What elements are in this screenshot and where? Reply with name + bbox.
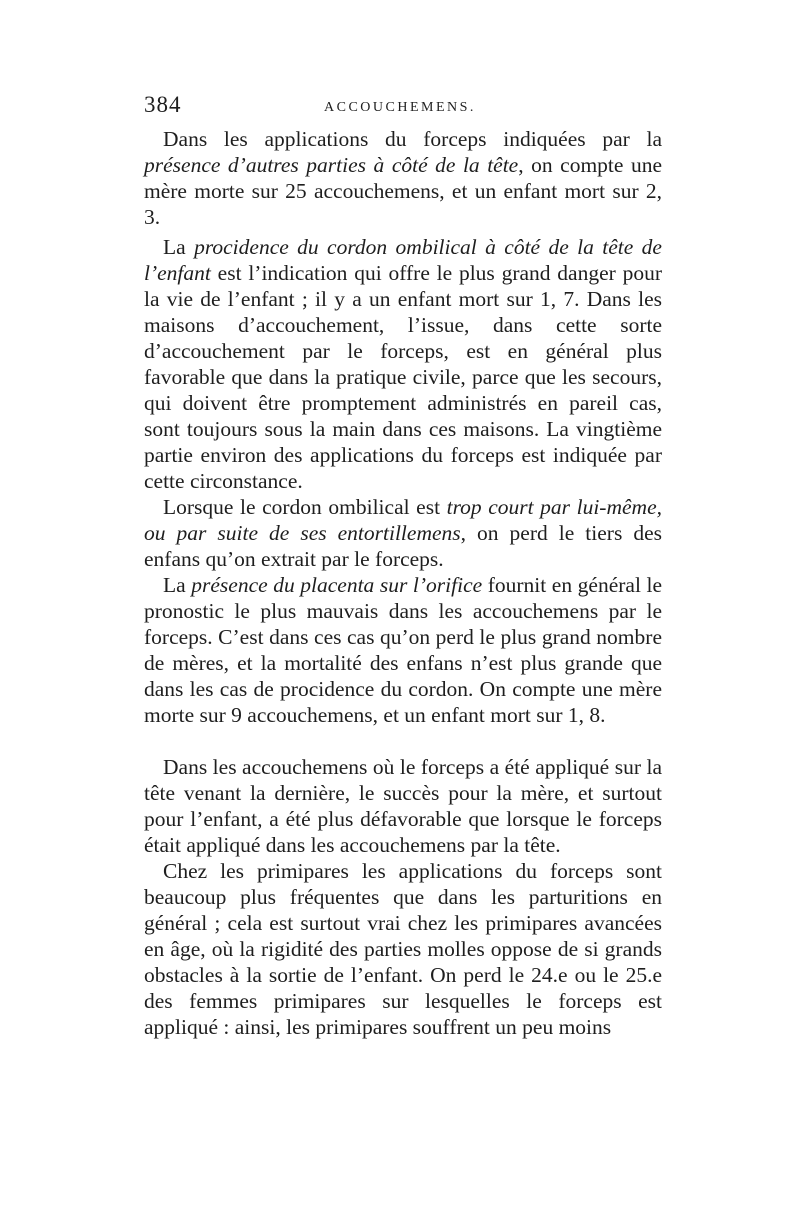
paragraph: [144, 494, 662, 572]
text-segment: fournit en général le pronostic le plus mauvais dans les accouchemens par le forceps. C’est dans ces cas qu’on perd le plus grand nombre de mères, et la mortalité des enfans n’est plus grande que dans les cas de procidence du cordon. On compte une mère morte sur 9 accouchemens, et un enfant mort sur 1, 8.: [144, 573, 662, 727]
text-segment: est l’indication qui offre le plus grand danger pour la vie de l’enfant ; il y a un enfant mort sur 1, 7. Dans les maisons d’accouchement, l’issue, dans cette sorte d’accouchement par le forceps, est en général plus favorable que dans la pratique civile, parce que les secours, qui doivent être promptement administrés en pareil cas, sont toujours sous la main dans ces maisons. La vingtième partie environ des applications du forceps est indiquée par cette circonstance.: [144, 261, 662, 493]
text-segment: Chez les primipares les applications du forceps sont beaucoup plus fréquentes que dans les parturitions en général ; cela est surtout vrai chez les primipares avancées en âge, où la rigidité des parties molles oppose de si grands obstacles à la sortie de l’enfant. On perd le 24.e ou le 25.e des femmes primipares sur lesquelles le forceps est appliqué : ainsi, les primipares souffrent un peu moins: [144, 859, 662, 1039]
text-segment: Dans les applications du forceps indiquées par la: [163, 127, 662, 151]
text-segment: , on compte une mère morte sur 25 accouchemens, et un enfant mort sur 2, 3.: [144, 153, 662, 229]
page-number: 384: [144, 92, 182, 117]
paragraph: [144, 234, 662, 494]
italic-text-segment: trop court par lui-même, ou par suite de ses entortillemens: [144, 495, 662, 545]
body-text: [144, 126, 662, 1040]
page-header: [144, 92, 664, 122]
running-head: ACCOUCHEMENS.: [324, 100, 476, 115]
text-segment: , on perd le tiers des enfans qu’on extrait par le forceps.: [144, 521, 662, 571]
paragraph: [144, 572, 662, 754]
italic-text-segment: présence d’autres parties à côté de la tête: [144, 153, 519, 177]
text-segment: Lorsque le cordon ombilical est: [163, 495, 447, 519]
italic-text-segment: procidence du cordon ombilical à côté de la tête de l’enfant: [144, 235, 662, 285]
text-segment: La: [163, 573, 192, 597]
italic-text-segment: présence du placenta sur l’orifice: [191, 573, 483, 597]
text-segment: La: [163, 235, 195, 259]
paragraph: [144, 126, 662, 234]
text-segment: Dans les accouchemens où le forceps a été appliqué sur la tête venant la dernière, le succès pour la mère, et surtout pour l’enfant, a été plus défavorable que lorsque le forceps était appliqué dans les accouchemens par la tête.: [144, 755, 662, 857]
paragraph: [144, 858, 662, 1040]
paragraph: [144, 754, 662, 858]
